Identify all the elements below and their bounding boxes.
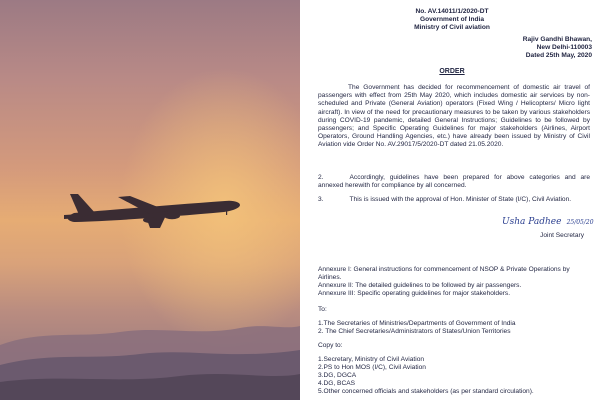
paragraph-3-text: This is issued with the approval of Hon. Minister of State (I/C), Civil Aviation.: [349, 196, 572, 203]
copy-recipient-4: 4.DG, BCAS: [318, 380, 356, 387]
to-label: To:: [318, 306, 327, 313]
annexure-2: Annexure II: The detailed guidelines to be followed by air passengers.: [318, 282, 522, 289]
copy-to-label: Copy to:: [318, 342, 343, 349]
order-number: No. AV.14011/1/2020-DT: [415, 8, 489, 15]
signature: [502, 218, 594, 227]
ministry-name: Ministry of Civil aviation: [414, 24, 490, 31]
dated-line: Dated 25th May, 2020: [525, 52, 592, 59]
annexure-1: Annexure I: General instructions for commencement of NSOP & Private Operations by Airlines.: [318, 266, 570, 282]
paragraph-1-text: The Government has decided for recommencement of domestic air travel of passengers with effect from 25th May 2020, which includes domestic air services by non-scheduled and Private (General Aviation) operators (Fixed Wing / Helicopters/ Micro light aircraft). In view of the need for precautionary measures to be taken by various stakeholders during COVID-19 pandemic, detailed General Instructions; Guidelines to be followed by passengers; and Specific Operating Guidelines for major stakeholders (Airlines, Airport Operators, Ground Handling Agencies, etc.) have already been issued by Ministry of Civil Aviation vide Order No. AV.29017/5/2020-DT dated 21.05.2020.: [318, 84, 590, 149]
government-name: Government of India: [419, 16, 485, 23]
annexure-3: Annexure III: Specific operating guidelines for major stakeholders.: [318, 290, 511, 297]
to-recipient-1: 1.The Secretaries of Ministries/Departments of Government of India: [318, 320, 516, 327]
government-order-document: [304, 0, 600, 400]
copy-recipient-1: 1.Secretary, Ministry of Civil Aviation: [318, 356, 425, 363]
address-line-2: New Delhi-110003: [536, 44, 592, 51]
paragraph-1: [318, 84, 590, 150]
order-heading: ORDER: [439, 68, 465, 75]
paragraph-3-number: 3.: [318, 196, 324, 203]
paragraph-2-number: 2.: [318, 174, 324, 181]
copy-recipient-3: 3.DG, DGCA: [318, 372, 357, 379]
signatory-title: Joint Secretary: [540, 232, 584, 239]
copy-recipient-2: 2.PS to Hon MOS (I/C), Civil Aviation: [318, 364, 426, 371]
signature-name: Usha Padhee: [502, 217, 562, 227]
address-line-1: Rajiv Gandhi Bhawan,: [522, 36, 592, 43]
paragraph-3: [318, 196, 590, 204]
paragraph-2-text: Accordingly, guidelines have been prepared for above categories and are annexed herewith for compliance by all concerned.: [318, 174, 590, 190]
paragraph-2: [318, 174, 590, 190]
signature-date: 25/05/20: [566, 219, 594, 226]
copy-recipient-5: 5.Other concerned officials and stakeholders (as per standard circulation).: [318, 388, 534, 395]
to-recipient-2: 2. The Chief Secretaries/Administrators of States/Union Territories: [318, 328, 511, 335]
